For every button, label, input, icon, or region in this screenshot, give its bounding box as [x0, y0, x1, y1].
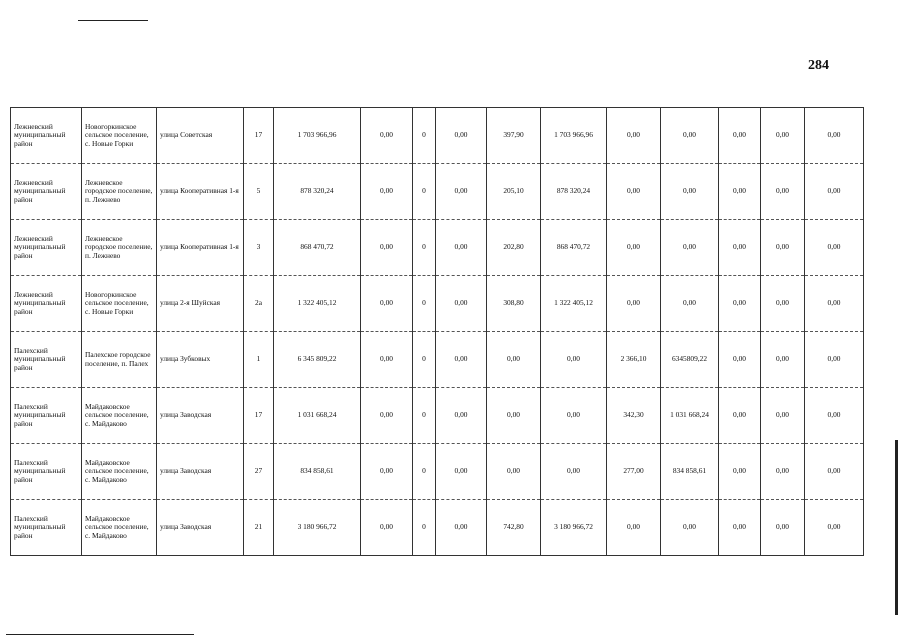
value-cell-3: 0 — [413, 332, 436, 388]
street-cell: улица Заводская — [157, 444, 244, 500]
value-cell-1: 3 180 966,72 — [274, 500, 361, 556]
value-cell-10: 0,00 — [761, 444, 805, 500]
value-cell-11: 0,00 — [805, 500, 864, 556]
house-number-cell: 27 — [244, 444, 274, 500]
value-cell-8: 834 858,61 — [661, 444, 719, 500]
value-cell-9: 0,00 — [719, 500, 761, 556]
district-cell: Лежневский муниципальный район — [11, 276, 82, 332]
scan-line-top — [78, 20, 148, 21]
value-cell-4: 0,00 — [436, 108, 487, 164]
value-cell-1: 878 320,24 — [274, 164, 361, 220]
value-cell-3: 0 — [413, 220, 436, 276]
value-cell-7: 342,30 — [607, 388, 661, 444]
value-cell-2: 0,00 — [361, 108, 413, 164]
value-cell-2: 0,00 — [361, 164, 413, 220]
value-cell-9: 0,00 — [719, 220, 761, 276]
table-row — [11, 388, 864, 444]
house-number-cell: 2а — [244, 276, 274, 332]
value-cell-11: 0,00 — [805, 164, 864, 220]
value-cell-2: 0,00 — [361, 444, 413, 500]
value-cell-6: 0,00 — [541, 444, 607, 500]
value-cell-4: 0,00 — [436, 332, 487, 388]
value-cell-6: 878 320,24 — [541, 164, 607, 220]
value-cell-1: 868 470,72 — [274, 220, 361, 276]
house-number-cell: 1 — [244, 332, 274, 388]
value-cell-2: 0,00 — [361, 276, 413, 332]
value-cell-1: 6 345 809,22 — [274, 332, 361, 388]
table-row — [11, 332, 864, 388]
value-cell-5: 0,00 — [487, 444, 541, 500]
value-cell-3: 0 — [413, 388, 436, 444]
settlement-cell: Новогоркинское сельское поселение, с. Новые Горки — [82, 108, 157, 164]
value-cell-6: 0,00 — [541, 332, 607, 388]
value-cell-10: 0,00 — [761, 220, 805, 276]
value-cell-4: 0,00 — [436, 276, 487, 332]
table-row — [11, 444, 864, 500]
street-cell: улица Зубковых — [157, 332, 244, 388]
table-row — [11, 108, 864, 164]
value-cell-5: 202,80 — [487, 220, 541, 276]
table-row — [11, 276, 864, 332]
settlement-cell: Майдаковское сельское поселение, с. Майдаково — [82, 388, 157, 444]
value-cell-9: 0,00 — [719, 332, 761, 388]
street-cell: улица Заводская — [157, 388, 244, 444]
value-cell-10: 0,00 — [761, 332, 805, 388]
street-cell: улица Кооперативная 1-я — [157, 220, 244, 276]
register-table — [10, 107, 864, 556]
value-cell-6: 1 703 966,96 — [541, 108, 607, 164]
value-cell-7: 0,00 — [607, 164, 661, 220]
scan-edge-mark — [895, 440, 898, 615]
value-cell-4: 0,00 — [436, 220, 487, 276]
value-cell-10: 0,00 — [761, 500, 805, 556]
value-cell-5: 0,00 — [487, 388, 541, 444]
house-number-cell: 17 — [244, 388, 274, 444]
street-cell: улица Заводская — [157, 500, 244, 556]
value-cell-8: 1 031 668,24 — [661, 388, 719, 444]
value-cell-3: 0 — [413, 108, 436, 164]
table-row — [11, 164, 864, 220]
value-cell-7: 0,00 — [607, 108, 661, 164]
page-number: 284 — [808, 58, 829, 73]
district-cell: Лежневский муниципальный район — [11, 220, 82, 276]
house-number-cell: 5 — [244, 164, 274, 220]
value-cell-4: 0,00 — [436, 388, 487, 444]
settlement-cell: Новогоркинское сельское поселение, с. Новые Горки — [82, 276, 157, 332]
value-cell-10: 0,00 — [761, 108, 805, 164]
table-row — [11, 220, 864, 276]
value-cell-11: 0,00 — [805, 388, 864, 444]
district-cell: Палехский муниципальный район — [11, 388, 82, 444]
value-cell-6: 0,00 — [541, 388, 607, 444]
value-cell-10: 0,00 — [761, 164, 805, 220]
value-cell-11: 0,00 — [805, 444, 864, 500]
value-cell-8: 0,00 — [661, 220, 719, 276]
value-cell-6: 868 470,72 — [541, 220, 607, 276]
value-cell-3: 0 — [413, 444, 436, 500]
value-cell-9: 0,00 — [719, 108, 761, 164]
district-cell: Палехский муниципальный район — [11, 444, 82, 500]
table-row — [11, 500, 864, 556]
settlement-cell: Майдаковское сельское поселение, с. Майдаково — [82, 500, 157, 556]
value-cell-1: 1 703 966,96 — [274, 108, 361, 164]
district-cell: Палехский муниципальный район — [11, 332, 82, 388]
value-cell-6: 3 180 966,72 — [541, 500, 607, 556]
value-cell-5: 308,80 — [487, 276, 541, 332]
value-cell-1: 834 858,61 — [274, 444, 361, 500]
value-cell-2: 0,00 — [361, 500, 413, 556]
value-cell-8: 0,00 — [661, 164, 719, 220]
district-cell: Лежневский муниципальный район — [11, 108, 82, 164]
value-cell-2: 0,00 — [361, 220, 413, 276]
value-cell-7: 2 366,10 — [607, 332, 661, 388]
value-cell-10: 0,00 — [761, 276, 805, 332]
district-cell: Лежневский муниципальный район — [11, 164, 82, 220]
value-cell-5: 397,90 — [487, 108, 541, 164]
street-cell: улица Кооперативная 1-я — [157, 164, 244, 220]
value-cell-9: 0,00 — [719, 276, 761, 332]
value-cell-9: 0,00 — [719, 164, 761, 220]
value-cell-6: 1 322 405,12 — [541, 276, 607, 332]
value-cell-7: 0,00 — [607, 500, 661, 556]
value-cell-8: 0,00 — [661, 500, 719, 556]
value-cell-8: 6345809,22 — [661, 332, 719, 388]
value-cell-8: 0,00 — [661, 276, 719, 332]
value-cell-11: 0,00 — [805, 276, 864, 332]
scan-line-bottom — [6, 634, 194, 635]
settlement-cell: Палехское городское поселение, п. Палех — [82, 332, 157, 388]
value-cell-9: 0,00 — [719, 388, 761, 444]
district-cell: Палехский муниципальный район — [11, 500, 82, 556]
house-number-cell: 21 — [244, 500, 274, 556]
settlement-cell: Майдаковское сельское поселение, с. Майдаково — [82, 444, 157, 500]
value-cell-4: 0,00 — [436, 500, 487, 556]
value-cell-2: 0,00 — [361, 332, 413, 388]
value-cell-10: 0,00 — [761, 388, 805, 444]
value-cell-4: 0,00 — [436, 444, 487, 500]
value-cell-2: 0,00 — [361, 388, 413, 444]
street-cell: улица 2-я Шуйская — [157, 276, 244, 332]
value-cell-3: 0 — [413, 500, 436, 556]
settlement-cell: Лежневское городское поселение, п. Лежнево — [82, 220, 157, 276]
value-cell-7: 0,00 — [607, 276, 661, 332]
value-cell-5: 205,10 — [487, 164, 541, 220]
settlement-cell: Лежневское городское поселение, п. Лежнево — [82, 164, 157, 220]
value-cell-9: 0,00 — [719, 444, 761, 500]
house-number-cell: 17 — [244, 108, 274, 164]
value-cell-11: 0,00 — [805, 332, 864, 388]
house-number-cell: 3 — [244, 220, 274, 276]
value-cell-11: 0,00 — [805, 220, 864, 276]
value-cell-8: 0,00 — [661, 108, 719, 164]
value-cell-3: 0 — [413, 276, 436, 332]
value-cell-1: 1 031 668,24 — [274, 388, 361, 444]
value-cell-5: 0,00 — [487, 332, 541, 388]
value-cell-11: 0,00 — [805, 108, 864, 164]
value-cell-4: 0,00 — [436, 164, 487, 220]
value-cell-1: 1 322 405,12 — [274, 276, 361, 332]
street-cell: улица Советская — [157, 108, 244, 164]
value-cell-7: 0,00 — [607, 220, 661, 276]
value-cell-5: 742,80 — [487, 500, 541, 556]
value-cell-7: 277,00 — [607, 444, 661, 500]
value-cell-3: 0 — [413, 164, 436, 220]
